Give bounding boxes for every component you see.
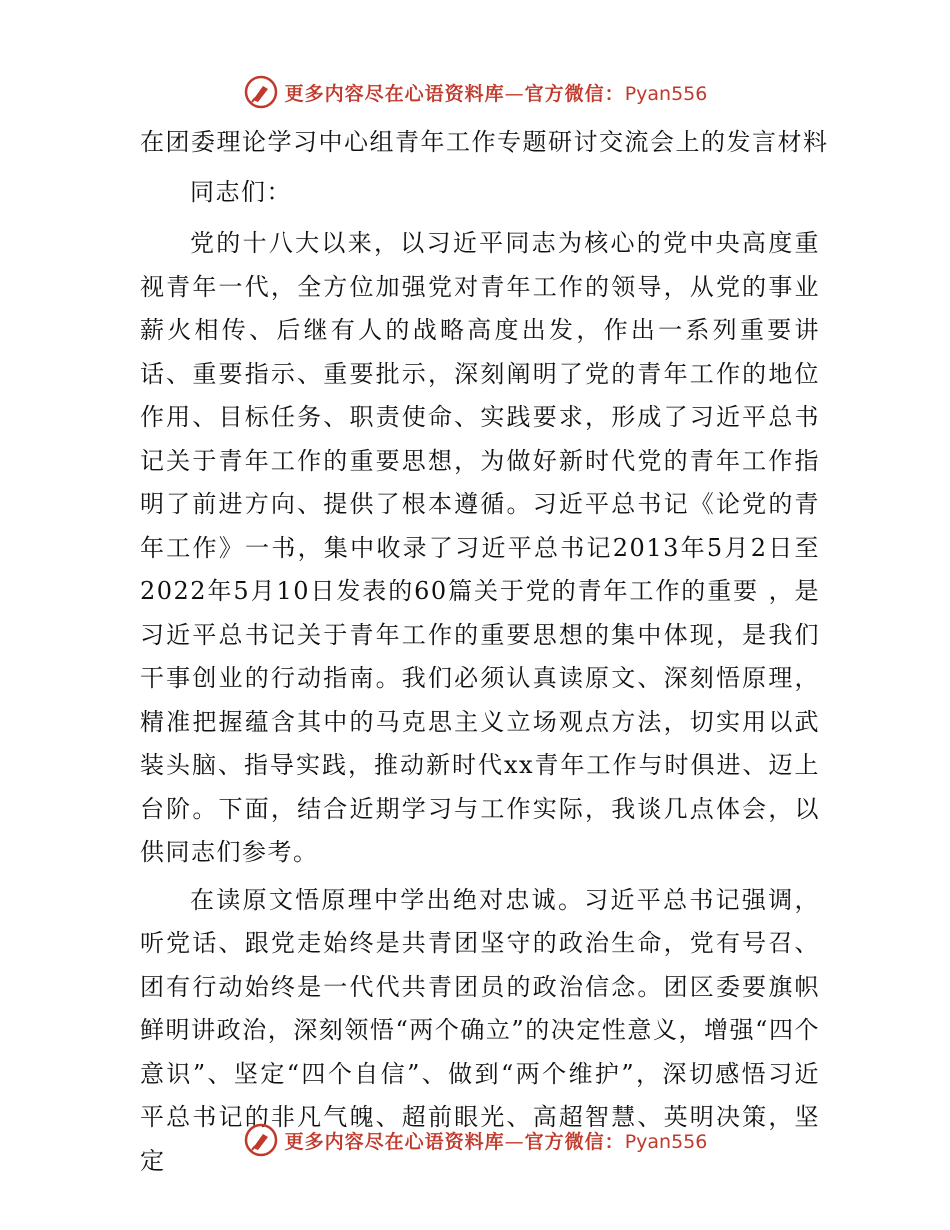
banner-contact-label: 官方微信： xyxy=(524,1130,625,1153)
banner-separator: — xyxy=(504,82,525,105)
banner-site-name: 更多内容尽在心语资料库 xyxy=(284,1130,505,1153)
banner-site-name: 更多内容尽在心语资料库 xyxy=(284,82,505,105)
pen-nib-logo-icon xyxy=(243,74,279,110)
banner-separator: — xyxy=(504,1130,525,1153)
document-title: 在团委理论学习中心组青年工作专题研讨交流会上的发言材料 xyxy=(140,128,829,156)
paragraph-2: 在读原文悟原理中学出绝对忠诚。习近平总书记强调，听党话、跟党走始终是共青团坚守的政治生命，党有号召、团有行动始终是一代代共青团员的政治信念。团区委要旗帜鲜明讲政治，深刻领悟“两个确立”的决定性意义，增强“四个意识”、坚定“四个自信”、做到“两个维护”，深切感悟习近平总书记的非凡气魄、超前眼光、高超智慧、英明决策，坚定 xyxy=(140,885,820,1175)
footer-watermark-banner xyxy=(0,1118,950,1162)
salutation: 同志们： xyxy=(190,178,292,206)
banner-contact-label: 官方微信： xyxy=(524,82,625,105)
document-body xyxy=(140,120,829,1183)
banner-text xyxy=(285,1127,708,1154)
banner-text xyxy=(285,79,708,106)
pen-nib-logo-icon xyxy=(243,1122,279,1158)
header-watermark-banner xyxy=(0,70,950,114)
paragraph-1: 党的十八大以来，以习近平同志为核心的党中央高度重视青年一代，全方位加强党对青年工作的领导，从党的事业薪火相传、后继有人的战略高度出发，作出一系列重要讲话、重要指示、重要批示，深刻阐明了党的青年工作的地位作用、目标任务、职责使命、实践要求，形成了习近平总书记关于青年工作的重要思想，为做好新时代党的青年工作指明了前进方向、提供了根本遵循。习近平总书记《论党的青年工作》一书，集中收录了习近平总书记2013年5月2日至2022年5月10日发表的60篇关于党的青年工作的重要 ，是习近平总书记关于青年工作的重要思想的集中体现，是我们干事创业的行动指南。我们必须认真读原文、深刻悟原理，精准把握蕴含其中的马克思主义立场观点方法，切实用以武装头脑、指导实践，推动新时代xx青年工作与时俱进、迈上台阶。下面，结合近期学习与工作实际，我谈几点体会，以供同志们参考。 xyxy=(140,229,820,866)
banner-handle: Pyan556 xyxy=(624,1130,708,1153)
banner-handle: Pyan556 xyxy=(624,82,708,105)
